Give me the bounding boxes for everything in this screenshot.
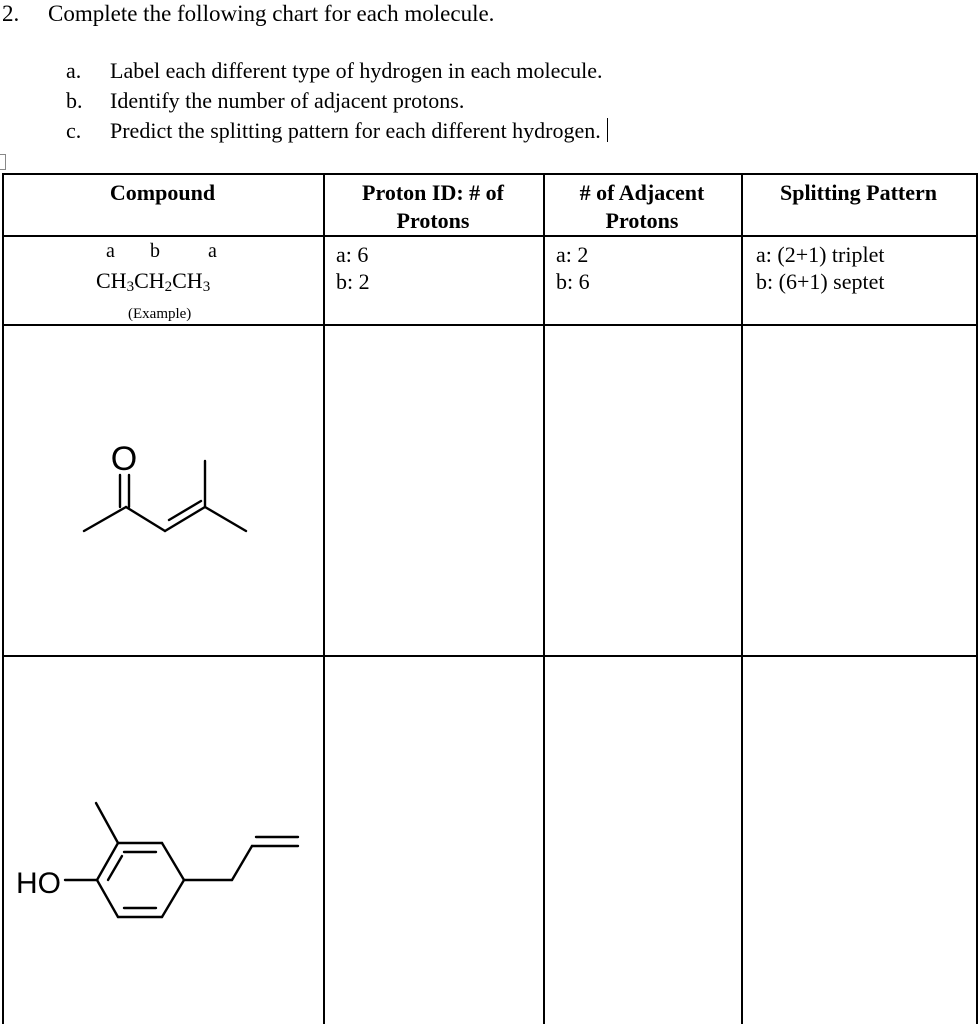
- instruction-letter: c.: [66, 118, 82, 143]
- example-adjacent-b: b: 6: [556, 269, 590, 294]
- example-proton-id-a: a: 6: [336, 242, 369, 267]
- header-line: Protons: [605, 208, 679, 233]
- example-adjacent-a: a: 2: [556, 242, 589, 267]
- example-splitting-b: b: (6+1) septet: [756, 269, 885, 294]
- formula-subscript: 2: [164, 279, 173, 295]
- instruction-text: Identify the number of adjacent protons.: [110, 88, 465, 113]
- bond: [162, 843, 184, 880]
- bond: [97, 843, 118, 880]
- methyl-bond: [96, 803, 118, 843]
- oxygen-atom: O: [110, 440, 138, 478]
- proton-label: a: [106, 240, 115, 262]
- formula-subscript: 3: [126, 279, 135, 295]
- header-splitting-pattern: Splitting Pattern: [779, 180, 938, 205]
- proton-label: a: [208, 240, 217, 262]
- formula-part: CH: [96, 268, 127, 293]
- instruction-letter: a.: [66, 58, 82, 83]
- bond: [232, 846, 252, 880]
- example-proton-id-b: b: 2: [336, 269, 370, 294]
- bond: [162, 880, 184, 917]
- header-line: Proton ID: # of: [362, 180, 504, 205]
- bond: [97, 880, 118, 917]
- question-text: Complete the following chart for each molecule.: [48, 1, 495, 26]
- example-note: (Example): [128, 306, 192, 322]
- question-number: 2.: [2, 1, 20, 26]
- example-splitting-a: a: (2+1) triplet: [756, 242, 885, 267]
- instruction-text: Label each different type of hydrogen in each molecule.: [110, 58, 603, 83]
- header-line: # of Adjacent: [579, 180, 705, 205]
- header-line: Protons: [396, 208, 470, 233]
- formula-part: CH: [172, 268, 203, 293]
- formula-subscript: 3: [202, 279, 211, 295]
- instruction-letter: b.: [66, 88, 83, 113]
- hydroxyl-label: HO: [16, 867, 61, 900]
- proton-label: b: [150, 240, 160, 262]
- ring-double-bond: [108, 856, 122, 880]
- formula-part: CH: [134, 268, 165, 293]
- instruction-text: Predict the splitting pattern for each different hydrogen.: [110, 118, 601, 143]
- header-compound: Compound: [109, 180, 216, 205]
